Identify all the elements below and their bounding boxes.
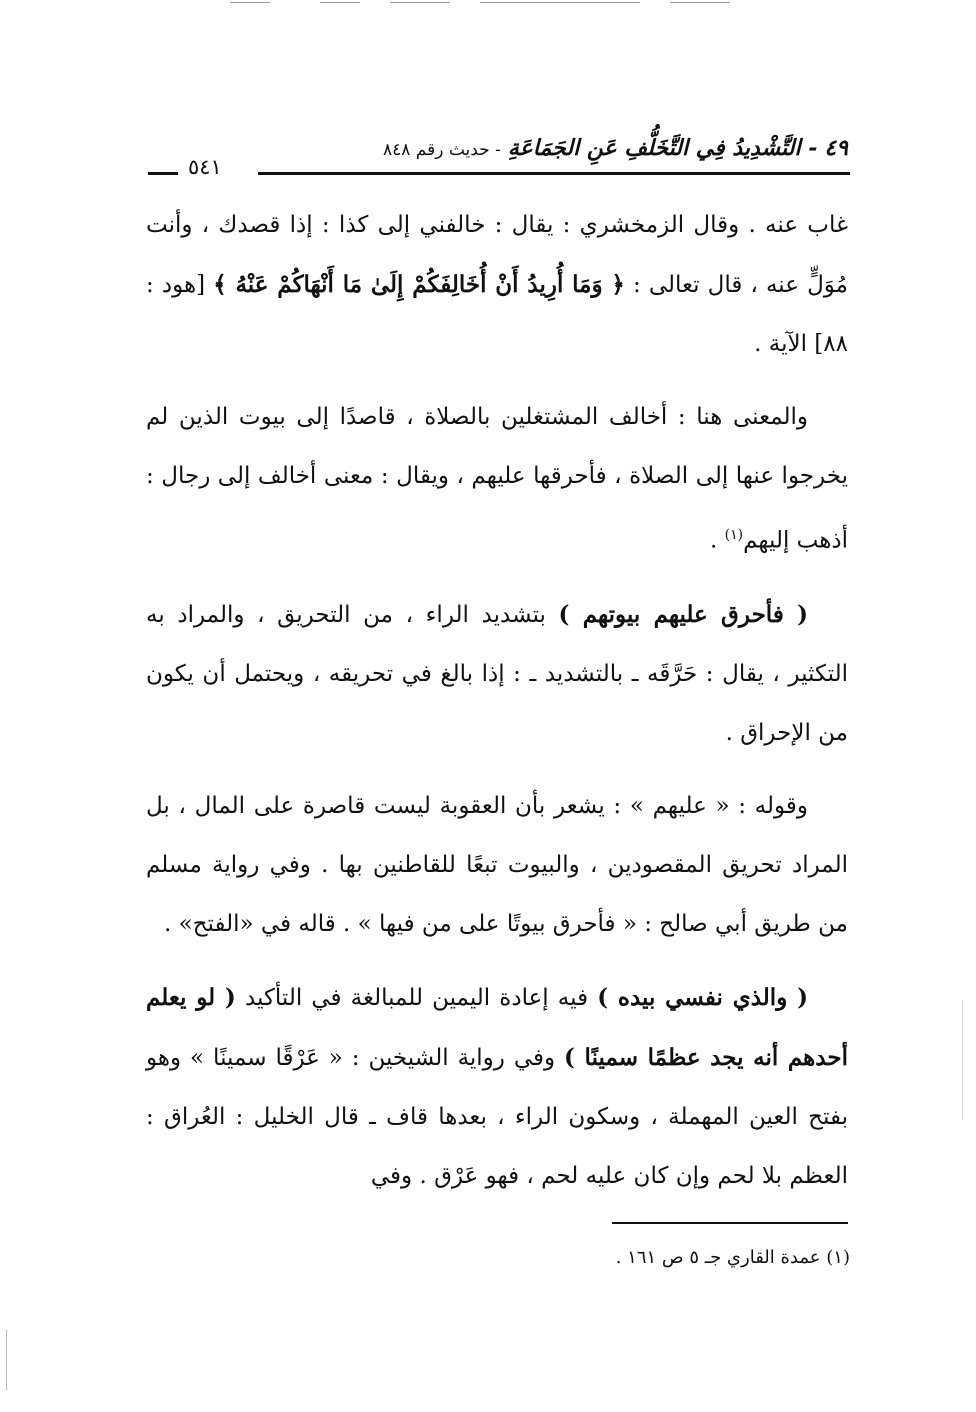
top-edge-marks [230, 2, 750, 6]
footnote-rule [612, 1222, 848, 1224]
text-segment: غاب عنه . وقال الزمخشري : يقال : خالفني إلى كذا : إذا قصدك ، وأنت مُوَلٍّ عنه ، قال تعالى : [146, 212, 848, 298]
paragraph-4 [146, 777, 848, 954]
text-segment: وقوله : « عليهم » : يشعر بأن العقوبة ليست قاصرة على المال ، بل المراد تحريق المقصودين ، والبيوت تبعًا للقاطنين بها . وفي رواية مسلم من طريق أبي صالح : « فأحرق بيوتًا على من فيها » . قاله في «الفتح» . [146, 792, 848, 937]
page-number-rule [148, 172, 178, 175]
chapter-title: - التَّشْدِيدُ فِي التَّخَلُّفِ عَنِ الجَمَاعَةِ [507, 135, 818, 161]
footnote-text: عمدة القاري جـ ٥ ص ١٦١ . [615, 1247, 821, 1268]
header-rule [258, 172, 850, 175]
text-segment: فيه إعادة اليمين للمبالغة في التأكيد [235, 984, 598, 1011]
text-segment: بتشديد الراء ، من التحريق ، والمراد به التكثير ، يقال : حَرَّقَه ـ بالتشديد ـ : إذا بالغ في تحريقه ، ويحتمل أن يكون من الإحراق . [146, 601, 848, 746]
page-number: ٥٤١ [188, 155, 222, 179]
footnote-reference: (١) [724, 527, 744, 543]
hadith-reference: - حديث رقم ٨٤٨ [382, 140, 501, 160]
footnote [350, 1244, 850, 1272]
paragraph-1 [146, 196, 848, 374]
header-title [383, 132, 848, 166]
text-segment: . [710, 527, 725, 554]
text-segment: وفي رواية الشيخين : « عَرْقًا سمينًا » وهو بفتح العين المهملة ، وسكون الراء ، بعدها قاف ـ قال الخليل : العُراق : العظم بلا لحم وإن كان عليه لحم ، فهو عَرْق . وفي [146, 1044, 848, 1189]
quran-verse: ﴿ وَمَا أُرِيدُ أَنْ أُخَالِفَكُمْ إِلَىٰ مَا أَنْهَاكُمْ عَنْهُ ﴾ [213, 271, 625, 298]
chapter-number: ٤٩ [824, 135, 848, 161]
hadith-quote: ( لو يعلم أحدهم أنه يجد عظمًا سمينًا ) [146, 983, 848, 1071]
scan-edge-mark [962, 1000, 963, 1120]
paragraph-3 [146, 585, 848, 763]
paragraph-2 [146, 388, 848, 571]
paragraph-5 [146, 968, 848, 1206]
scan-edge-mark [6, 1330, 7, 1390]
main-text [146, 196, 848, 1220]
hadith-quote: ( والذي نفسي بيده ) [597, 983, 808, 1011]
footnote-marker: (١) [826, 1247, 850, 1268]
text-segment: والمعنى هنا : أخالف المشتغلين بالصلاة ، قاصدًا إلى بيوت الذين لم يخرجوا عنها إلى الصلاة ، فأحرقها عليهم ، ويقال : معنى أخالف إلى رجال : أذهب إليهم [146, 404, 848, 554]
hadith-quote: ( فأحرق عليهم بيوتهم ) [558, 600, 808, 628]
running-header [148, 132, 850, 180]
text-segment: [هود : ٨٨] الآية . [146, 272, 848, 357]
